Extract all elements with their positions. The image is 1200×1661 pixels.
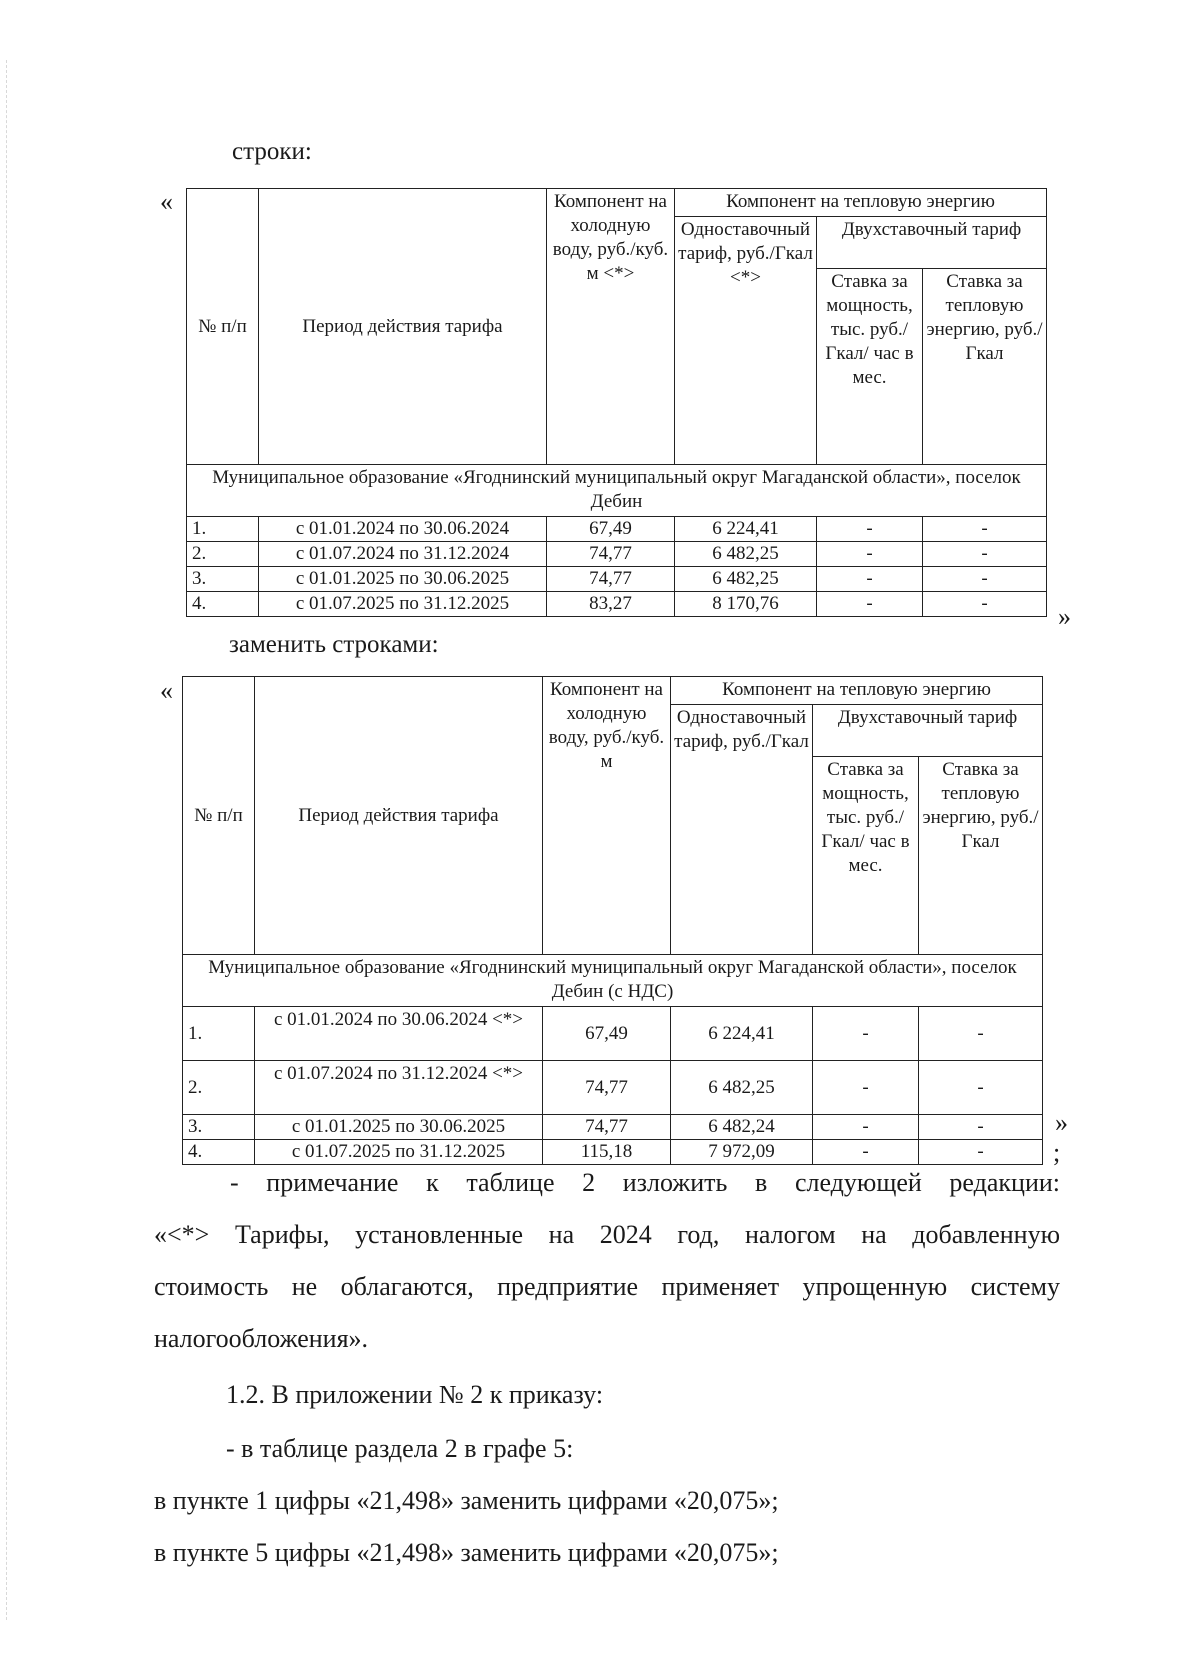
cell-num: 3. [187, 567, 259, 592]
cell-water: 74,77 [547, 542, 675, 567]
note-line-3: стоимость не облагаются, предприятие применяет упрощенную систему [154, 1272, 1060, 1301]
table-row [183, 1140, 1043, 1165]
tariff-table-new [182, 676, 1043, 1165]
cell-single: 6 482,25 [675, 567, 817, 592]
cell-water: 74,77 [543, 1061, 671, 1115]
cell-capacity: - [813, 1061, 919, 1115]
header-energy-rate: Ставка за тепловую энергию, руб./Гкал [923, 269, 1047, 465]
cell-capacity: - [813, 1115, 919, 1140]
table-row [183, 1061, 1043, 1115]
cell-single: 6 482,25 [675, 542, 817, 567]
note-line-4: налогообложения». [154, 1324, 369, 1353]
cell-single: 6 224,41 [671, 1007, 813, 1061]
cell-water: 67,49 [547, 517, 675, 542]
cell-period: с 01.07.2025 по 31.12.2025 [259, 592, 547, 617]
cell-capacity: - [817, 592, 923, 617]
header-cold-water: Компонент на холодную воду, руб./куб. м <*> [547, 189, 675, 465]
table-row [187, 592, 1047, 617]
cell-energy: - [923, 567, 1047, 592]
tariff-table-old [186, 188, 1047, 617]
close-quote-old: » [1058, 602, 1071, 631]
table-row [183, 1115, 1043, 1140]
cell-capacity: - [813, 1140, 919, 1165]
table-row [187, 517, 1047, 542]
close-quote-new: » [1055, 1108, 1068, 1137]
cell-period: с 01.07.2025 по 31.12.2025 [255, 1140, 543, 1165]
header-num: № п/п [187, 189, 259, 465]
open-quote-new: « [160, 676, 173, 705]
table-row [187, 567, 1047, 592]
header-num: № п/п [183, 677, 255, 955]
cell-num: 2. [187, 542, 259, 567]
cell-water: 83,27 [547, 592, 675, 617]
cell-energy: - [923, 592, 1047, 617]
replace-label: заменить строками: [229, 631, 439, 658]
cell-capacity: - [813, 1007, 919, 1061]
header-capacity-rate: Ставка за мощность, тыс. руб./Гкал/ час в мес. [817, 269, 923, 465]
cell-single: 6 482,25 [671, 1061, 813, 1115]
cell-num: 3. [183, 1115, 255, 1140]
cell-period: с 01.01.2024 по 30.06.2024 <*> [255, 1007, 543, 1061]
table-section-line: - в таблице раздела 2 в графе 5: [226, 1434, 574, 1463]
cell-capacity: - [817, 567, 923, 592]
header-heat: Компонент на тепловую энергию [675, 189, 1047, 217]
cell-energy: - [919, 1061, 1043, 1115]
cell-num: 4. [183, 1140, 255, 1165]
cell-period: с 01.01.2025 по 30.06.2025 [259, 567, 547, 592]
cell-num: 1. [187, 517, 259, 542]
section-row: Муниципальное образование «Ягоднинский муниципальный округ Магаданской области», поселок Дебин [187, 465, 1047, 517]
cell-single: 6 224,41 [675, 517, 817, 542]
table-row [183, 1007, 1043, 1061]
cell-capacity: - [817, 542, 923, 567]
cell-single: 8 170,76 [675, 592, 817, 617]
header-two-rate: Двухставочный тариф [817, 217, 1047, 269]
header-period: Период действия тарифа [259, 189, 547, 465]
point-5-line: в пункте 5 цифры «21,498» заменить цифрами «20,075»; [154, 1538, 779, 1567]
header-capacity-rate: Ставка за мощность, тыс. руб./Гкал/ час в мес. [813, 757, 919, 955]
table-row [187, 542, 1047, 567]
header-single-rate: Одноставочный тариф, руб./Гкал [671, 705, 813, 955]
header-cold-water: Компонент на холодную воду, руб./куб. м [543, 677, 671, 955]
cell-energy: - [923, 542, 1047, 567]
header-period: Период действия тарифа [255, 677, 543, 955]
cell-energy: - [923, 517, 1047, 542]
cell-period: с 01.01.2025 по 30.06.2025 [255, 1115, 543, 1140]
cell-capacity: - [817, 517, 923, 542]
note-line-1: - примечание к таблице 2 изложить в следующей редакции: [230, 1168, 1060, 1197]
lines-label: строки: [232, 138, 312, 165]
cell-num: 1. [183, 1007, 255, 1061]
cell-water: 115,18 [543, 1140, 671, 1165]
open-quote-old: « [160, 187, 173, 216]
scan-edge-line [6, 60, 7, 1620]
cell-period: с 01.07.2024 по 31.12.2024 [259, 542, 547, 567]
semicolon: ; [1053, 1138, 1061, 1167]
cell-water: 74,77 [547, 567, 675, 592]
cell-water: 74,77 [543, 1115, 671, 1140]
cell-single: 6 482,24 [671, 1115, 813, 1140]
point-1-line: в пункте 1 цифры «21,498» заменить цифрами «20,075»; [154, 1486, 779, 1515]
note-line-2: «<*> Тарифы, установленные на 2024 год, налогом на добавленную [154, 1220, 1060, 1249]
cell-water: 67,49 [543, 1007, 671, 1061]
header-two-rate: Двухставочный тариф [813, 705, 1043, 757]
cell-single: 7 972,09 [671, 1140, 813, 1165]
header-energy-rate: Ставка за тепловую энергию, руб./Гкал [919, 757, 1043, 955]
item-1-2: 1.2. В приложении № 2 к приказу: [226, 1380, 604, 1409]
cell-period: с 01.07.2024 по 31.12.2024 <*> [255, 1061, 543, 1115]
section-row: Муниципальное образование «Ягоднинский муниципальный округ Магаданской области», поселок Дебин (с НДС) [183, 955, 1043, 1007]
cell-energy: - [919, 1007, 1043, 1061]
cell-num: 2. [183, 1061, 255, 1115]
cell-period: с 01.01.2024 по 30.06.2024 [259, 517, 547, 542]
header-heat: Компонент на тепловую энергию [671, 677, 1043, 705]
cell-num: 4. [187, 592, 259, 617]
header-single-rate: Одноставочный тариф, руб./Гкал <*> [675, 217, 817, 465]
cell-energy: - [919, 1140, 1043, 1165]
cell-energy: - [919, 1115, 1043, 1140]
